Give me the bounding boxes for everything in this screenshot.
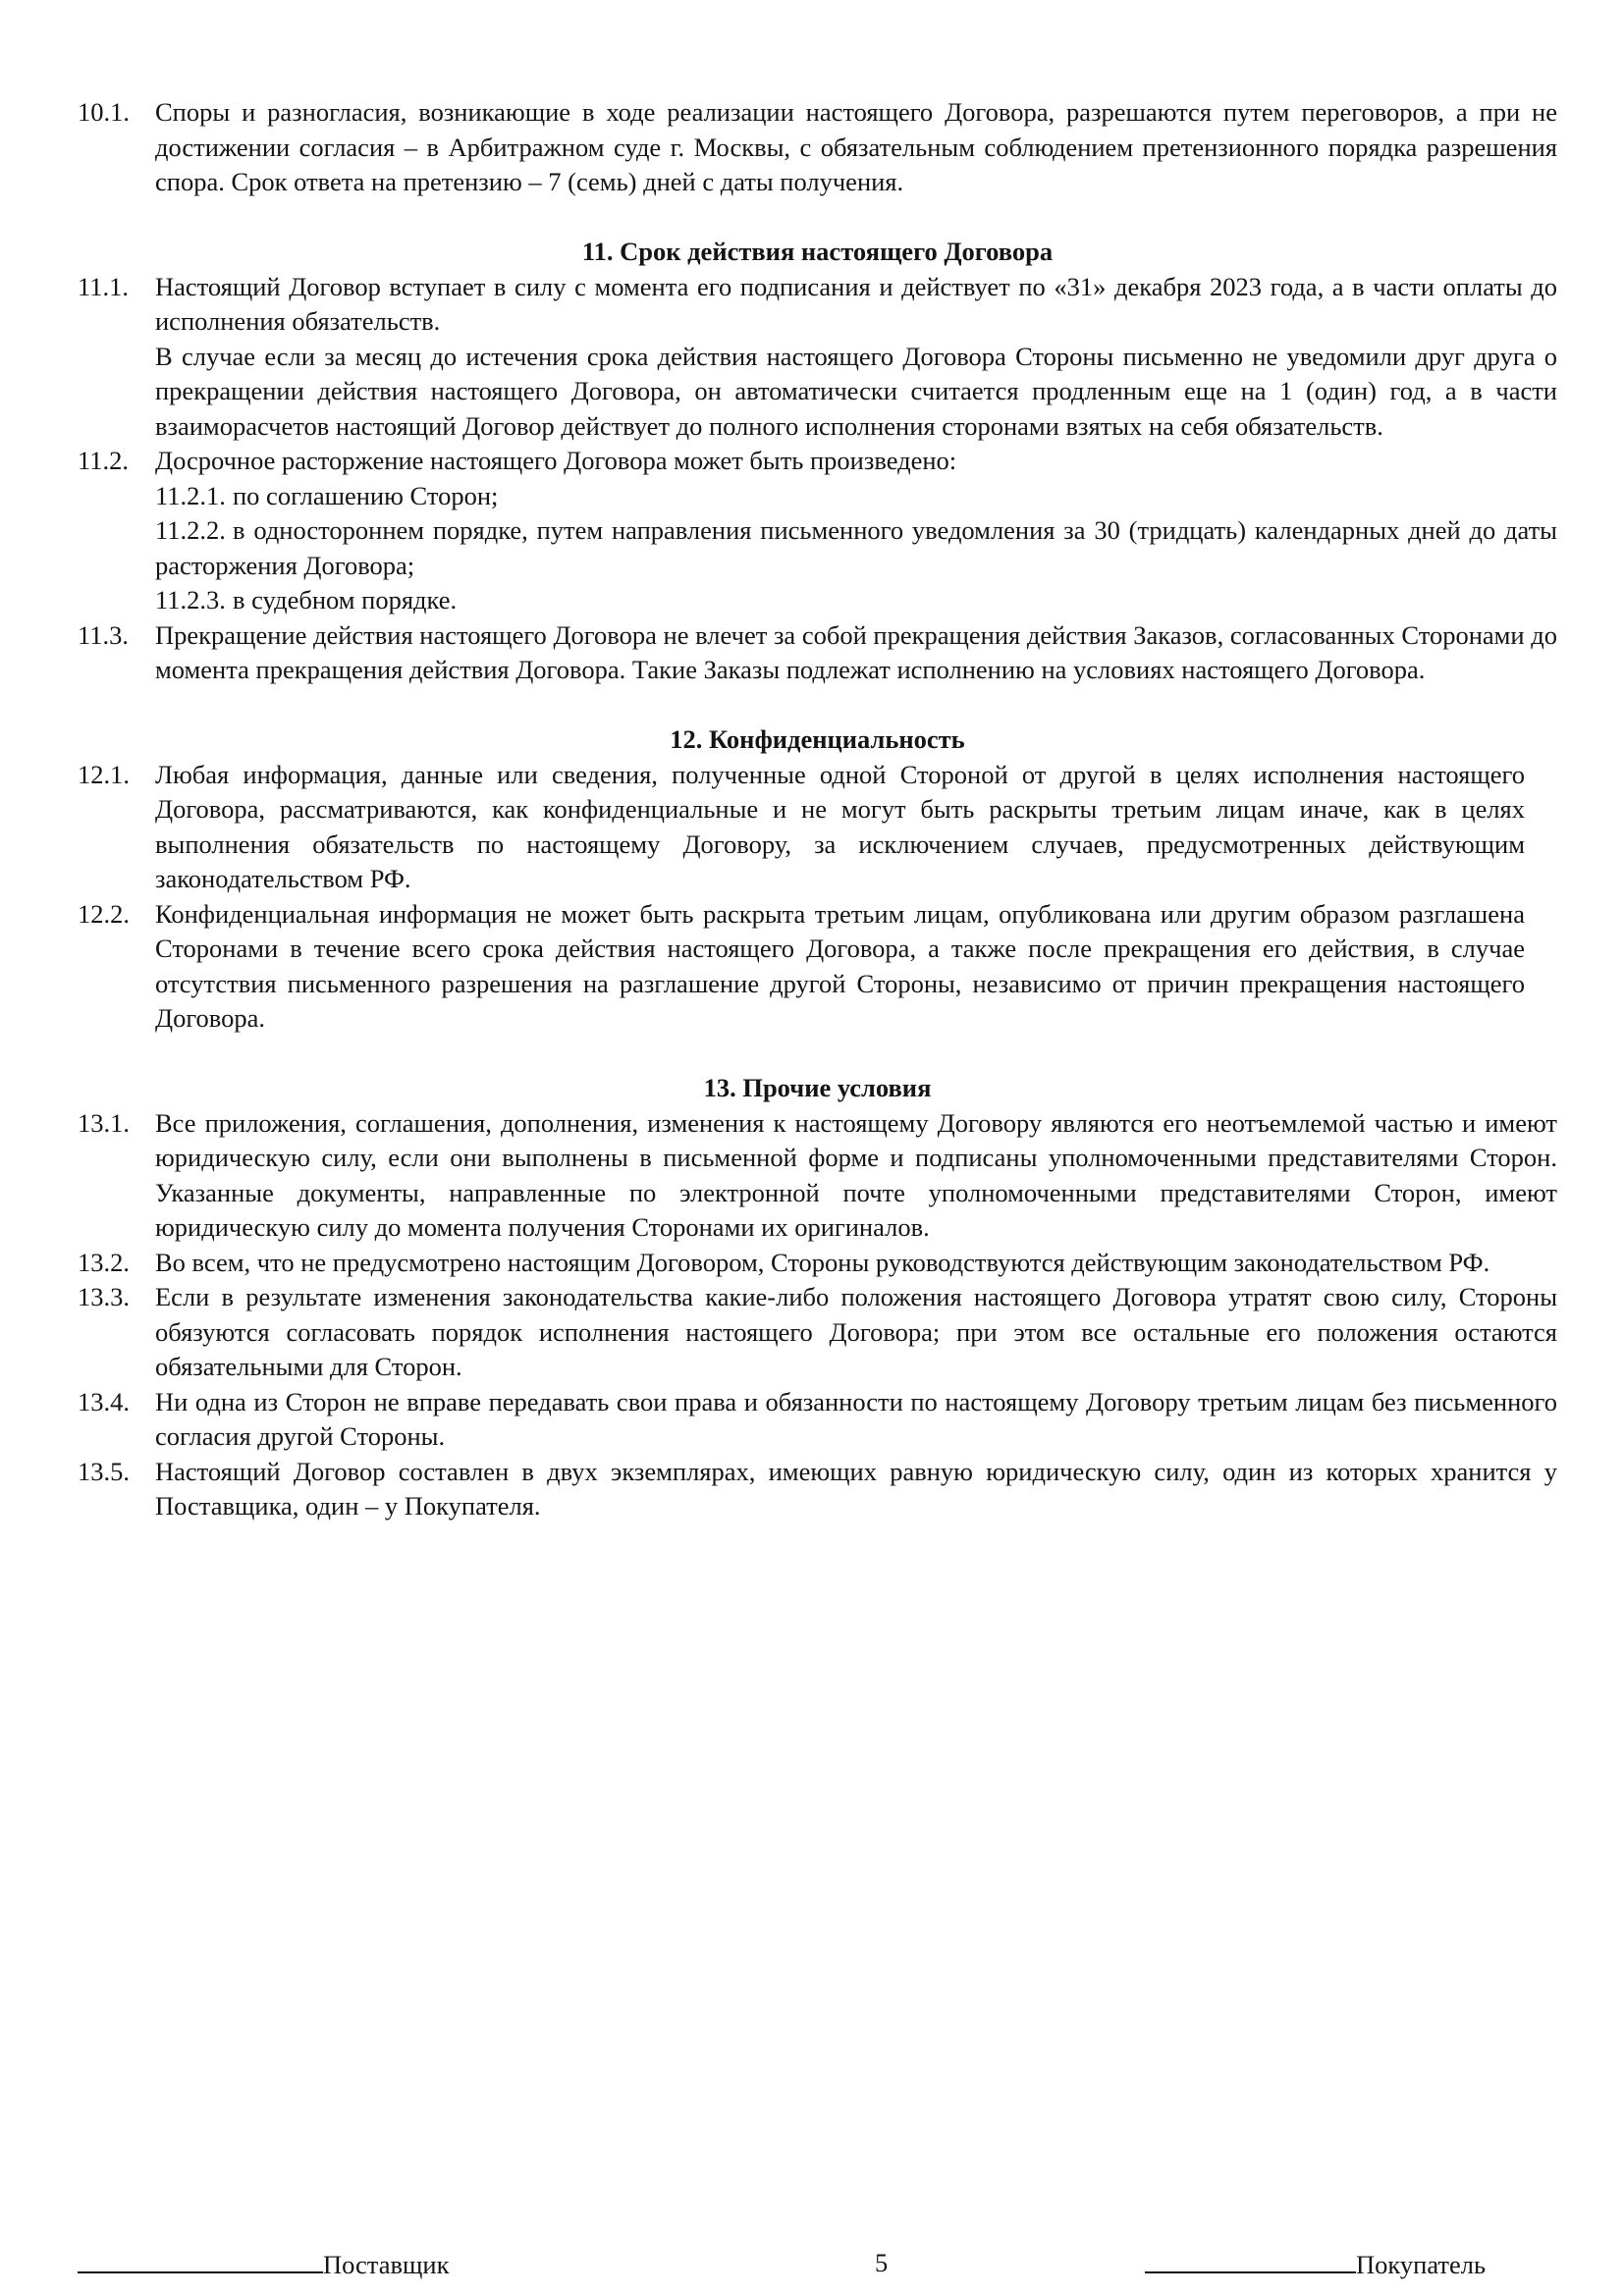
clause-number: 13.1. — [78, 1107, 130, 1138]
clause-text: Настоящий Договор вступает в силу с момента его подписания и действует по «31» декабря 2023 года, а в части оплаты до исполнения обязательств. — [155, 271, 1557, 336]
subclause-11-2-3 — [78, 583, 1557, 618]
clause-number: 12.1. — [78, 759, 130, 789]
supplier-label: Поставщик — [323, 2250, 450, 2279]
clause-text: Настоящий Договор составлен в двух экземплярах, имеющих равную юридическую силу, один из которых хранится у Поставщика, один – у Покупателя. — [155, 1456, 1557, 1521]
clause-13-3 — [78, 1280, 1557, 1385]
clause-number: 11.1. — [78, 271, 130, 301]
subclause-text: в судебном порядке. — [233, 585, 458, 614]
subclause-11-2-1 — [78, 479, 1557, 514]
subclause-text: по соглашению Сторон; — [233, 480, 499, 510]
clause-text: Любая информация, данные или сведения, полученные одной Стороной от другой в целях исполнения настоящего Договора, рассматриваются, как конфиденциальные и не могут быть раскрыты третьим лицам иначе, как в целях выполнения обязательств по настоящему Договору, за исключением случаев, предусмотренных действующим законодательством РФ. — [155, 759, 1525, 893]
clause-text: Прекращение действия настоящего Договора не влечет за собой прекращения действия Заказов, согласованных Сторонами до момента прекращения действия Договора. Такие Заказы подлежат исполнению на условиях настоящего Договора. — [155, 619, 1557, 684]
subclause-number: 11.2.1. — [155, 480, 226, 510]
section-11-heading: 11. Срок действия настоящего Договора — [581, 237, 1054, 266]
clause-text: Конфиденциальная информация не может быть раскрыта третьим лицам, опубликована или другим образом разглашена Сторонами в течение всего срока действия настоящего Договора, а также после прекращения его действия, в случае отсутствия письменного разрешения на разглашение другой Стороны, независимо от причин прекращения настоящего Договора. — [155, 898, 1525, 1033]
subclause-number: 11.2.2. — [155, 515, 226, 545]
clause-number: 13.4. — [78, 1386, 130, 1416]
subclause-11-2-2 — [78, 513, 1557, 583]
supplier-signature — [78, 2246, 449, 2283]
buyer-label: Покупатель — [1356, 2250, 1487, 2279]
clause-text: Ни одна из Сторон не вправе передавать свои права и обязанности по настоящему Договору третьим лицам без письменного согласия другой Стороны. — [155, 1386, 1557, 1451]
section-13-heading: 13. Прочие условия — [703, 1073, 932, 1102]
clause-12-1 — [78, 758, 1525, 897]
clause-text: Если в результате изменения законодательства какие-либо положения настоящего Договора утратят свою силу, Стороны обязуются согласовать порядок исполнения настоящего Договора; при этом все остальные его положения остаются обязательными для Сторон. — [155, 1282, 1557, 1381]
clause-number: 11.3. — [78, 619, 130, 650]
page-footer — [78, 2246, 1527, 2281]
clause-11-1 — [78, 270, 1557, 445]
clause-10-1 — [78, 95, 1557, 200]
clause-13-1 — [78, 1106, 1557, 1246]
clause-13-2 — [78, 1246, 1557, 1281]
clause-number: 12.2. — [78, 898, 130, 929]
clause-11-3 — [78, 618, 1557, 688]
clause-13-5 — [78, 1455, 1557, 1524]
clause-text: Споры и разногласия, возникающие в ходе реализации настоящего Договора, разрешаются путем переговоров, а при не достижении согласия – в Арбитражном суде г. Москвы, с обязательным соблюдением претензионного порядка разрешения спора. Срок ответа на претензию – 7 (семь) дней с даты получения. — [155, 97, 1557, 196]
clause-13-4 — [78, 1385, 1557, 1455]
subclause-number: 11.2.3. — [155, 585, 226, 614]
signature-line — [78, 2246, 323, 2273]
clause-text: Все приложения, соглашения, дополнения, изменения к настоящему Договору являются его неотъемлемой частью и имеют юридическую силу, если они выполнены в письменной форме и подписаны уполномоченными представителями Сторон. Указанные документы, направленные по электронной почте уполномоченными представителями Сторон, имеют юридическую силу до момента получения Сторонами их оригиналов. — [155, 1107, 1557, 1242]
signature-line — [1145, 2246, 1356, 2273]
clause-number: 13.3. — [78, 1282, 130, 1311]
clause-number: 11.2. — [78, 446, 130, 475]
clause-number: 10.1. — [78, 97, 130, 127]
subclause-text: в одностороннем порядке, путем направления письменного уведомления за 30 (тридцать) календарных дней до даты расторжения Договора; — [155, 515, 1557, 580]
clause-12-2 — [78, 897, 1525, 1037]
clause-number: 13.2. — [78, 1247, 130, 1277]
clause-text-continued: В случае если за месяц до истечения срока действия настоящего Договора Стороны письменно не уведомили друг друга о прекращении действия настоящего Договора, он автоматически считается продленным еще на 1 (один) год, а в части взаиморасчетов настоящий Договор действует до полного исполнения сторонами взятых на себя обязательств. — [155, 341, 1557, 441]
buyer-signature — [1145, 2246, 1486, 2283]
page-number: 5 — [875, 2248, 889, 2277]
clause-11-2 — [78, 444, 1557, 479]
clause-text: Досрочное расторжение настоящего Договора может быть произведено: — [155, 446, 957, 475]
clause-number: 13.5. — [78, 1456, 130, 1486]
clause-text: Во всем, что не предусмотрено настоящим Договором, Стороны руководствуются действующим законодательством РФ. — [155, 1247, 1490, 1277]
document-page — [78, 95, 1557, 1524]
section-12-heading: 12. Конфиденциальность — [670, 724, 965, 754]
